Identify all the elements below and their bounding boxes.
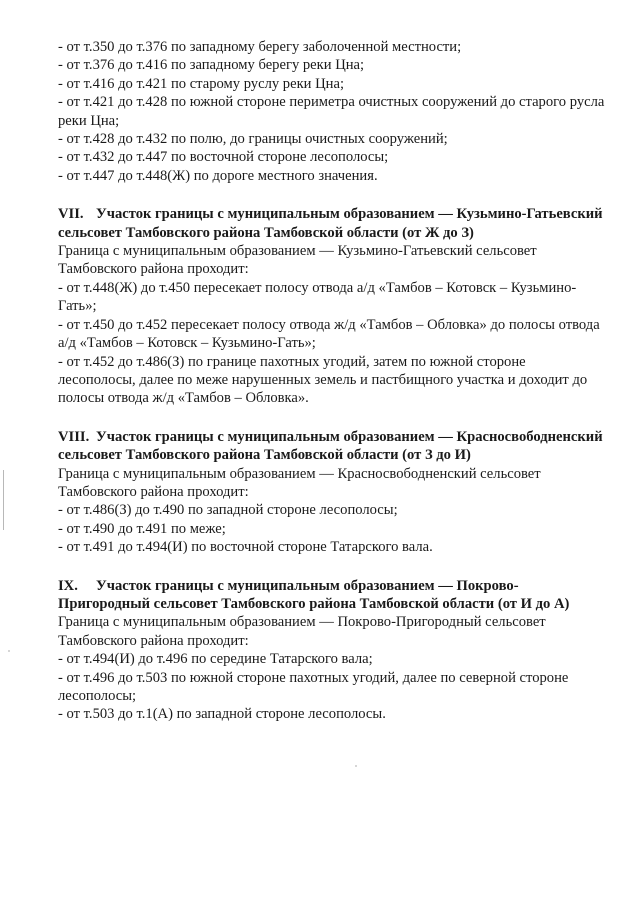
- scan-margin-mark: [3, 470, 4, 530]
- list-item: - от т.490 до т.491 по меже;: [58, 520, 226, 537]
- section-intro: Граница с муниципальным образованием — Кузьмино-Гатьевский сельсовет Тамбовского района проходит:: [58, 243, 537, 278]
- list-item: - от т.503 до т.1(А) по западной стороне лесополосы.: [58, 706, 386, 723]
- list-item: - от т.496 до т.503 по южной стороне пахотных угодий, далее по северной стороне лесополосы;: [58, 669, 569, 704]
- list-item: - от т.486(З) до т.490 по западной стороне лесополосы;: [58, 502, 398, 519]
- scan-speck: [8, 650, 10, 652]
- section-heading: [58, 577, 606, 614]
- section-numeral: VIII.: [58, 428, 90, 445]
- section-title: Участок границы с муниципальным образованием — Кузьмино-Гатьевский сельсовет Тамбовского района Тамбовской области (от Ж до З): [58, 206, 603, 241]
- list-item: - от т.494(И) до т.496 по середине Татарского вала;: [58, 651, 373, 668]
- list-item: - от т.421 до т.428 по южной стороне периметра очистных сооружений до старого русла реки Цна;: [58, 94, 605, 129]
- section-numeral: IX.: [58, 577, 78, 594]
- section-title: Участок границы с муниципальным образованием — Красносвободненский сельсовет Тамбовского района Тамбовской области (от З до И): [58, 428, 603, 464]
- section-numeral: VII.: [58, 206, 84, 223]
- section-heading: [58, 428, 606, 465]
- list-item: - от т.376 до т.416 по западному берегу реки Цна;: [58, 57, 365, 74]
- section-ix: [58, 577, 606, 724]
- section-intro: Граница с муниципальным образованием — Покрово-Пригородный сельсовет Тамбовского района проходит:: [58, 614, 546, 649]
- list-item: - от т.432 до т.447 по восточной стороне лесополосы;: [58, 149, 389, 166]
- list-item: - от т.452 до т.486(З) по границе пахотных угодий, затем по южной стороне лесополосы, далее по меже нарушенных земель и пастбищного участка и доходит до полосы отвода ж/д «Тамбов – Обловка».: [58, 353, 588, 407]
- list-item: - от т.350 до т.376 по западному берегу заболоченной местности;: [58, 39, 462, 55]
- list-item: - от т.448(Ж) до т.450 пересекает полосу отвода а/д «Тамбов – Котовск – Кузьмино-Гать»;: [58, 279, 577, 315]
- list-item: - от т.416 до т.421 по старому руслу реки Цна;: [58, 75, 345, 92]
- list-item: - от т.491 до т.494(И) по восточной стороне Татарского вала.: [58, 539, 433, 556]
- document-page: [58, 38, 606, 724]
- intro-list: [58, 38, 606, 185]
- section-viii: [58, 428, 606, 557]
- section-vii: [58, 205, 606, 407]
- list-item: - от т.450 до т.452 пересекает полосу отвода ж/д «Тамбов – Обловка» до полосы отвода а/д «Тамбов – Котовск – Кузьмино-Гать»;: [58, 316, 600, 352]
- section-title: Участок границы с муниципальным образованием — Покрово-Пригородный сельсовет Тамбовского района Тамбовской области (от И до А): [58, 577, 570, 612]
- list-item: - от т.447 до т.448(Ж) по дороге местного значения.: [58, 167, 378, 184]
- list-item: - от т.428 до т.432 по полю, до границы очистных сооружений;: [58, 131, 448, 148]
- section-intro: Граница с муниципальным образованием — Красносвободненский сельсовет Тамбовского района проходит:: [58, 465, 541, 500]
- scan-speck: [355, 765, 357, 767]
- section-heading: [58, 205, 606, 242]
